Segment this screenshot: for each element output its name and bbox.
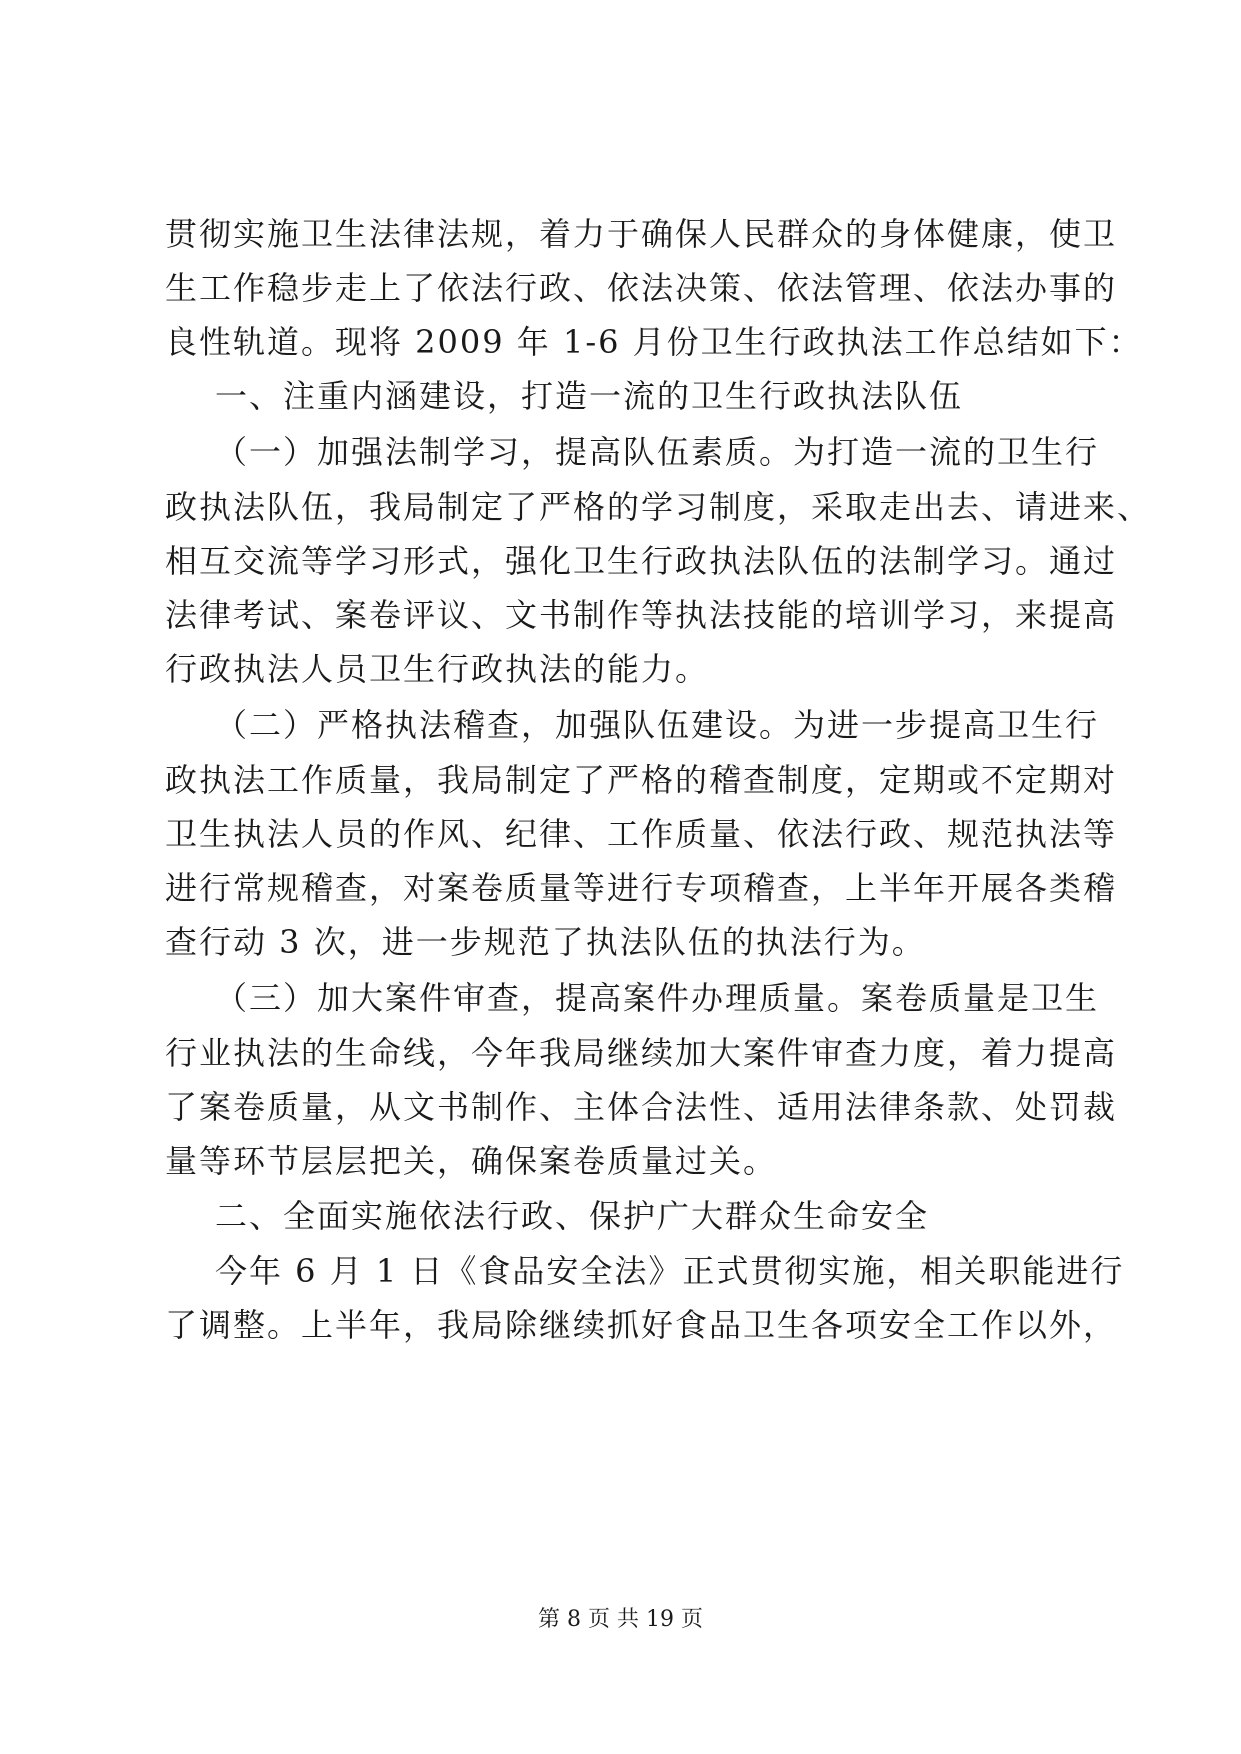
body-text-line: 良性轨道。现将 2009 年 1-6 月份卫生行政执法工作总结如下： — [165, 323, 1143, 361]
subsection-heading-1: （一）加强法制学习，提高队伍素质。为打造一流的卫生行 — [215, 433, 1100, 471]
page-number-footer: 第 8 页 共 19 页 — [538, 1607, 703, 1632]
body-text-line: 法律考试、案卷评议、文书制作等执法技能的培训学习，来提高 — [165, 596, 1118, 634]
body-text-line: 政执法队伍，我局制定了严格的学习制度，采取走出去、请进来、 — [165, 488, 1152, 526]
body-text-line: 行政执法人员卫生行政执法的能力。 — [165, 650, 710, 688]
body-text-line: 相互交流等学习形式，强化卫生行政执法队伍的法制学习。通过 — [165, 542, 1118, 580]
body-text-line: 卫生执法人员的作风、纪律、工作质量、依法行政、规范执法等 — [165, 815, 1118, 853]
body-text-line: 政执法工作质量，我局制定了严格的稽查制度，定期或不定期对 — [165, 761, 1118, 799]
body-text-line: 查行动 3 次，进一步规范了执法队伍的执法行为。 — [165, 923, 926, 961]
subsection-heading-2: （二）严格执法稽查，加强队伍建设。为进一步提高卫生行 — [215, 706, 1100, 744]
body-text-line: 了调整。上半年，我局除继续抓好食品卫生各项安全工作以外， — [165, 1306, 1118, 1344]
body-text-line: 生工作稳步走上了依法行政、依法决策、依法管理、依法办事的 — [165, 269, 1118, 307]
body-text-line: 行业执法的生命线，今年我局继续加大案件审查力度，着力提高 — [165, 1034, 1118, 1072]
subsection-heading-3: （三）加大案件审查，提高案件办理质量。案卷质量是卫生 — [215, 979, 1100, 1017]
body-text-line: 量等环节层层把关，确保案卷质量过关。 — [165, 1142, 778, 1180]
body-text-line: 今年 6 月 1 日《食品安全法》正式贯彻实施，相关职能进行 — [215, 1252, 1125, 1290]
body-text-line: 了案卷质量，从文书制作、主体合法性、适用法律条款、处罚裁 — [165, 1088, 1118, 1126]
body-text-line: 贯彻实施卫生法律法规，着力于确保人民群众的身体健康，使卫 — [165, 215, 1118, 253]
body-text-line: 进行常规稽查，对案卷质量等进行专项稽查，上半年开展各类稽 — [165, 869, 1118, 907]
section-heading-1: 一、注重内涵建设，打造一流的卫生行政执法队伍 — [215, 377, 964, 415]
section-heading-2: 二、全面实施依法行政、保护广大群众生命安全 — [215, 1197, 930, 1235]
